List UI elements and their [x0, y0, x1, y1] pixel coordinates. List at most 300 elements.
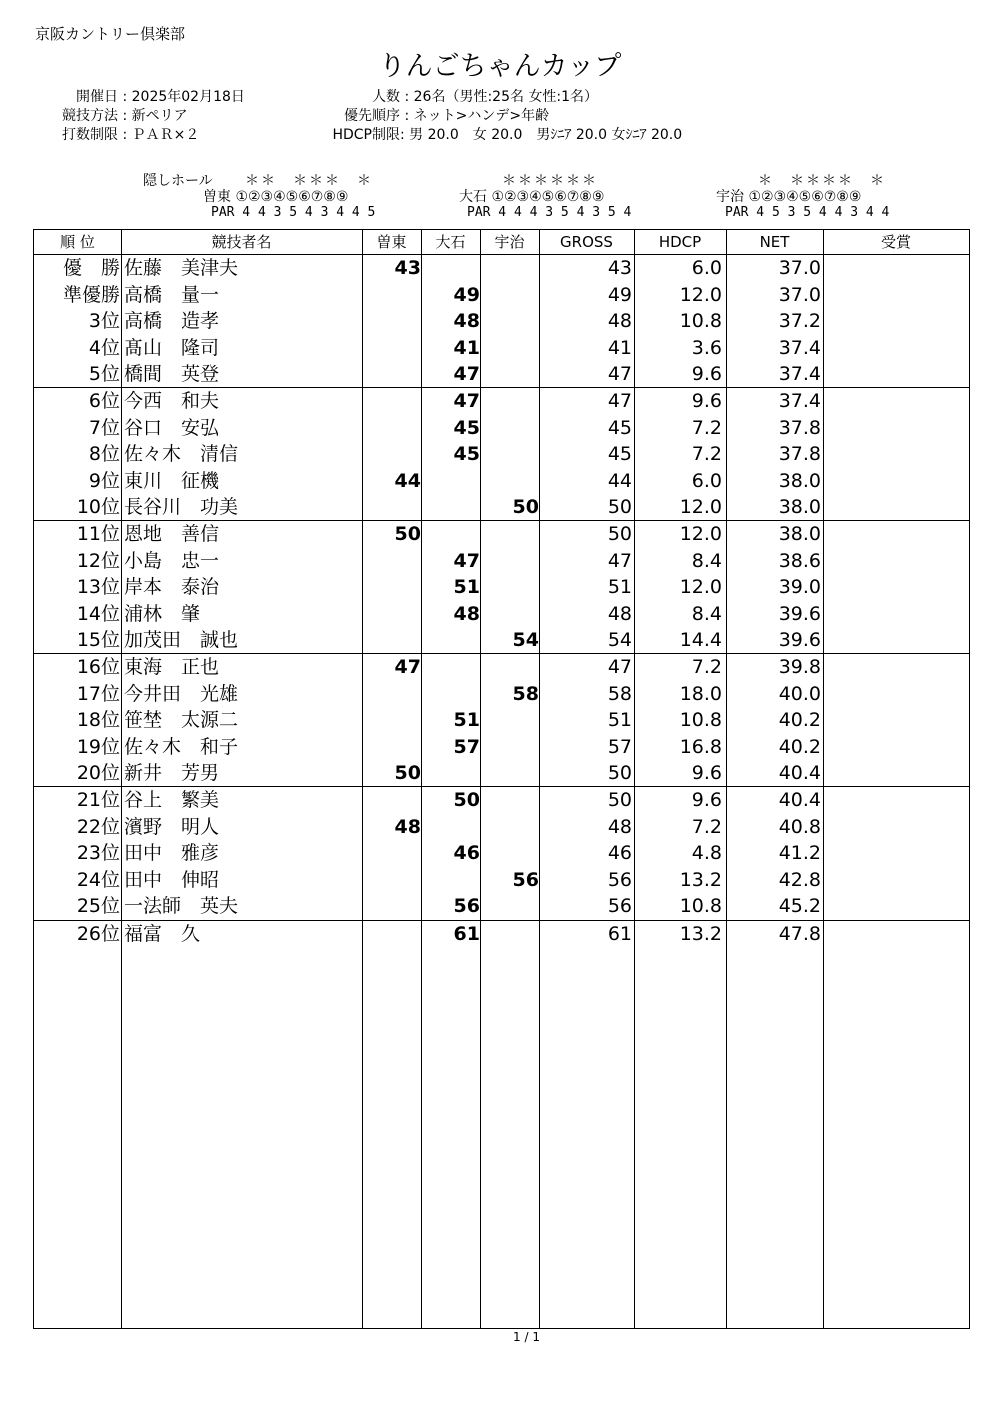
cell-hdcp: 12.0 — [679, 523, 722, 545]
cell-sone — [364, 921, 421, 948]
cell-gross: 45 — [607, 416, 632, 439]
table-row — [34, 468, 969, 495]
cell-net: 37.0 — [778, 283, 821, 306]
cell-oishi: 48 — [453, 602, 480, 625]
cell-uji — [482, 548, 539, 575]
cell-sone — [364, 574, 421, 601]
cell-sone — [364, 308, 421, 335]
cell-award — [825, 654, 969, 681]
cell-sone — [364, 707, 421, 734]
cell-oishi — [423, 494, 480, 521]
cell-gross: 50 — [607, 496, 632, 519]
cell-sone — [364, 494, 421, 521]
cell-name: 東川 征機 — [124, 469, 220, 492]
cell-name: 濱野 明人 — [124, 815, 220, 838]
cell-hdcp: 4.8 — [691, 842, 722, 865]
cell-uji — [482, 308, 539, 335]
header-name: 競技者名 — [211, 233, 272, 251]
cell-oishi — [423, 814, 480, 841]
cell-net: 40.2 — [778, 709, 821, 732]
course-1-par: PAR 4 4 3 5 4 3 4 4 5 — [211, 205, 376, 220]
course-1-hole-numbers: ①②③④⑤⑥⑦⑧⑨ — [235, 189, 349, 205]
cell-net: 45.2 — [778, 895, 821, 918]
cell-oishi: 41 — [453, 336, 480, 359]
cell-gross: 41 — [607, 336, 632, 359]
cell-gross: 45 — [607, 443, 632, 466]
cell-hdcp: 3.6 — [691, 336, 722, 359]
table-row — [34, 255, 969, 282]
cell-award — [825, 814, 969, 841]
cell-rank: 3位 — [88, 310, 120, 333]
cell-oishi — [423, 681, 480, 708]
cell-name: 笹埜 太源二 — [124, 709, 239, 732]
cell-rank: 8位 — [88, 443, 120, 466]
cell-name: 浦林 肇 — [124, 602, 201, 625]
cell-gross: 58 — [607, 682, 632, 705]
cell-oishi: 49 — [453, 283, 480, 306]
table-row — [34, 415, 969, 442]
cell-award — [825, 548, 969, 575]
limit-value: ＰＡＲ×２ — [131, 127, 200, 143]
cell-net: 47.8 — [778, 923, 821, 945]
cell-gross: 49 — [607, 283, 632, 306]
date-value: 2025年02月18日 — [131, 89, 245, 105]
table-row — [34, 574, 969, 601]
cell-hdcp: 9.6 — [691, 762, 722, 785]
hdcp-limit-info: HDCP制限: 男 20.0 女 20.0 男ｼﾆｱ 20.0 女ｼﾆｱ 20.0 — [300, 124, 682, 144]
cell-award — [825, 921, 969, 948]
cell-award — [825, 335, 969, 362]
table-row — [34, 548, 969, 575]
cell-net: 40.8 — [778, 815, 821, 838]
cell-rank: 12位 — [76, 549, 120, 572]
cell-oishi: 57 — [453, 735, 480, 758]
cell-rank: 25位 — [76, 895, 120, 918]
cell-oishi — [423, 255, 480, 282]
header-hdcp: HDCP — [658, 233, 702, 251]
cell-award — [825, 627, 969, 654]
course-2-hole-numbers: ①②③④⑤⑥⑦⑧⑨ — [491, 189, 605, 205]
cell-rank: 10位 — [76, 496, 120, 519]
cell-award — [825, 787, 969, 814]
cell-oishi: 47 — [453, 390, 480, 412]
page-number: 1 / 1 — [513, 1330, 540, 1344]
cell-hdcp: 12.0 — [679, 576, 722, 599]
date-info: 開催日 : 2025年02月18日 — [48, 86, 245, 106]
cell-gross: 47 — [607, 363, 632, 386]
cell-uji: 58 — [512, 682, 539, 705]
cell-uji — [482, 335, 539, 362]
method-value: 新ペリア — [131, 108, 188, 124]
cell-hdcp: 16.8 — [679, 735, 722, 758]
cell-award — [825, 308, 969, 335]
cell-sone — [364, 787, 421, 814]
cell-net: 41.2 — [778, 842, 821, 865]
header-gross: GROSS — [560, 233, 613, 251]
cell-gross: 50 — [607, 789, 632, 811]
cell-net: 37.4 — [778, 390, 821, 412]
cell-net: 37.2 — [778, 310, 821, 333]
cell-uji — [482, 814, 539, 841]
cell-uji: 56 — [512, 868, 539, 891]
cell-net: 39.8 — [778, 656, 821, 678]
cell-gross: 51 — [607, 709, 632, 732]
cell-name: 長谷川 功美 — [124, 496, 239, 519]
cell-award — [825, 574, 969, 601]
course-1-holes — [203, 186, 348, 206]
table-row — [34, 893, 969, 920]
cell-net: 40.4 — [778, 762, 821, 785]
cell-uji — [482, 361, 539, 388]
course-3-hole-numbers: ①②③④⑤⑥⑦⑧⑨ — [748, 189, 862, 205]
cell-net: 37.8 — [778, 416, 821, 439]
table-row — [34, 921, 969, 948]
cell-oishi — [423, 468, 480, 495]
cell-net: 39.6 — [778, 629, 821, 652]
cell-net: 37.4 — [778, 336, 821, 359]
cell-net: 37.4 — [778, 363, 821, 386]
cell-sone — [364, 335, 421, 362]
cell-sone — [364, 282, 421, 309]
cell-oishi: 48 — [453, 310, 480, 333]
course-3-par: PAR 4 5 3 5 4 4 3 4 4 — [725, 205, 890, 220]
cell-oishi: 45 — [453, 416, 480, 439]
cell-rank: 23位 — [76, 842, 120, 865]
cell-rank: 18位 — [76, 709, 120, 732]
header-oishi: 大石 — [435, 233, 466, 251]
cell-uji — [482, 255, 539, 282]
cell-name: 一法師 英夫 — [124, 895, 239, 918]
count-info: 人数 : 26名（男性:25名 女性:1名） — [300, 86, 598, 106]
cell-oishi: 51 — [453, 709, 480, 732]
cell-hdcp: 10.8 — [679, 895, 722, 918]
cell-name: 今井田 光雄 — [124, 682, 239, 705]
cell-award — [825, 521, 969, 548]
count-label: 人数 — [372, 89, 400, 105]
cell-rank: 22位 — [76, 815, 120, 838]
course-2-stars: ＊＊＊＊＊＊ — [502, 173, 598, 189]
table-row — [34, 388, 969, 415]
cell-gross: 48 — [607, 310, 632, 333]
cell-hdcp: 7.2 — [691, 443, 722, 466]
cell-net: 42.8 — [778, 868, 821, 891]
cell-award — [825, 681, 969, 708]
cell-uji — [482, 441, 539, 468]
page-title: りんごちゃんカップ — [378, 51, 622, 82]
course-2-name: 大石 — [459, 189, 487, 205]
table-row — [34, 734, 969, 761]
cell-hdcp: 18.0 — [679, 682, 722, 705]
course-2-holes — [459, 186, 604, 206]
method-info: 競技方法 : 新ペリア — [48, 105, 188, 125]
cell-rank: 11位 — [76, 523, 120, 545]
cell-oishi: 56 — [453, 895, 480, 918]
cell-sone — [364, 734, 421, 761]
cell-hdcp: 9.6 — [691, 789, 722, 811]
cell-award — [825, 840, 969, 867]
cell-uji — [482, 760, 539, 787]
cell-gross: 57 — [607, 735, 632, 758]
cell-award — [825, 867, 969, 894]
cell-hdcp: 7.2 — [691, 416, 722, 439]
cell-award — [825, 441, 969, 468]
cell-uji — [482, 415, 539, 442]
cell-award — [825, 707, 969, 734]
cell-gross: 43 — [607, 257, 632, 279]
cell-rank: 優 勝 — [62, 257, 120, 279]
cell-name: 佐々木 清信 — [124, 443, 239, 466]
cell-gross: 47 — [607, 390, 632, 412]
cell-oishi: 61 — [453, 923, 480, 945]
cell-award — [825, 255, 969, 282]
cell-award — [825, 388, 969, 415]
table-row — [34, 361, 969, 388]
cell-hdcp: 8.4 — [691, 602, 722, 625]
cell-uji — [482, 893, 539, 920]
table-row — [34, 627, 969, 654]
table-row — [34, 441, 969, 468]
cell-sone — [364, 893, 421, 920]
cell-gross: 44 — [607, 469, 632, 492]
cell-gross: 50 — [607, 523, 632, 545]
cell-name: 福富 久 — [124, 923, 201, 945]
table-row — [34, 787, 969, 814]
hdcp-limit-label: HDCP制限 — [332, 127, 400, 143]
course-3-name: 宇治 — [716, 189, 744, 205]
cell-hdcp: 10.8 — [679, 709, 722, 732]
cell-uji — [482, 601, 539, 628]
cell-gross: 48 — [607, 815, 632, 838]
cell-uji — [482, 921, 539, 948]
cell-hdcp: 7.2 — [691, 815, 722, 838]
limit-label: 打数制限 — [62, 127, 118, 143]
cell-name: 高橋 量一 — [124, 283, 220, 306]
cell-sone — [364, 840, 421, 867]
cell-rank: 13位 — [76, 576, 120, 599]
cell-hdcp: 6.0 — [691, 469, 722, 492]
cell-uji — [482, 734, 539, 761]
cell-uji — [482, 521, 539, 548]
cell-sone: 50 — [394, 762, 421, 785]
cell-net: 39.0 — [778, 576, 821, 599]
cell-net: 37.0 — [778, 257, 821, 279]
cell-gross: 47 — [607, 549, 632, 572]
cell-oishi: 50 — [453, 789, 480, 811]
cell-sone — [364, 627, 421, 654]
course-3-stars: ＊ ＊＊＊＊ ＊ — [758, 173, 886, 189]
priority-label: 優先順序 — [344, 108, 400, 124]
cell-hdcp: 13.2 — [679, 868, 722, 891]
cell-sone — [364, 415, 421, 442]
cell-uji: 50 — [512, 496, 539, 519]
cell-net: 38.0 — [778, 469, 821, 492]
cell-sone — [364, 441, 421, 468]
cell-uji — [482, 787, 539, 814]
cell-name: 佐藤 美津夫 — [124, 257, 239, 279]
cell-sone — [364, 388, 421, 415]
table-row — [34, 814, 969, 841]
cell-net: 38.6 — [778, 549, 821, 572]
cell-name: 今西 和夫 — [124, 390, 220, 412]
cell-rank: 5位 — [88, 363, 120, 386]
cell-rank: 7位 — [88, 416, 120, 439]
cell-name: 佐々木 和子 — [124, 735, 239, 758]
table-row — [34, 681, 969, 708]
cell-rank: 24位 — [76, 868, 120, 891]
cell-oishi — [423, 627, 480, 654]
cell-sone: 44 — [394, 469, 421, 492]
cell-name: 谷上 繁美 — [124, 789, 220, 811]
cell-hdcp: 6.0 — [691, 257, 722, 279]
cell-oishi — [423, 654, 480, 681]
cell-gross: 47 — [607, 656, 632, 678]
cell-net: 37.8 — [778, 443, 821, 466]
cell-award — [825, 734, 969, 761]
cell-rank: 17位 — [76, 682, 120, 705]
cell-hdcp: 12.0 — [679, 283, 722, 306]
cell-net: 38.0 — [778, 523, 821, 545]
cell-rank: 14位 — [76, 602, 120, 625]
header-net: NET — [759, 233, 790, 251]
cell-hdcp: 12.0 — [679, 496, 722, 519]
cell-gross: 56 — [607, 895, 632, 918]
cell-gross: 56 — [607, 868, 632, 891]
table-row — [34, 494, 969, 521]
cell-uji — [482, 574, 539, 601]
cell-name: 橋間 英登 — [124, 363, 220, 386]
cell-award — [825, 893, 969, 920]
cell-gross: 54 — [607, 629, 632, 652]
header-award: 受賞 — [880, 233, 911, 251]
limit-info: 打数制限 : ＰＡＲ×２ — [48, 124, 199, 144]
date-label: 開催日 — [76, 89, 118, 105]
cell-uji: 54 — [512, 629, 539, 652]
cell-oishi: 47 — [453, 363, 480, 386]
cell-hdcp: 13.2 — [679, 923, 722, 945]
cell-oishi — [423, 760, 480, 787]
table-row — [34, 654, 969, 681]
cell-award — [825, 601, 969, 628]
cell-hdcp: 14.4 — [679, 629, 722, 652]
hidden-holes-label: 隠しホール — [143, 173, 213, 189]
course-2-par: PAR 4 4 4 3 5 4 3 5 4 — [467, 205, 632, 220]
cell-uji — [482, 388, 539, 415]
cell-oishi — [423, 867, 480, 894]
header-rank: 順 位 — [60, 233, 95, 251]
cell-hdcp: 9.6 — [691, 363, 722, 386]
cell-rank: 準優勝 — [62, 283, 120, 306]
course-3-holes — [716, 186, 861, 206]
cell-award — [825, 760, 969, 787]
cell-hdcp: 10.8 — [679, 310, 722, 333]
method-label: 競技方法 — [62, 108, 118, 124]
cell-uji — [482, 840, 539, 867]
priority-info: 優先順序 : ネット>ハンデ>年齢 — [300, 105, 549, 125]
cell-award — [825, 282, 969, 309]
cell-award — [825, 361, 969, 388]
cell-name: 髙山 隆司 — [124, 336, 220, 359]
cell-award — [825, 468, 969, 495]
cell-oishi — [423, 521, 480, 548]
cell-rank: 16位 — [76, 656, 120, 678]
table-row — [34, 840, 969, 867]
cell-rank: 19位 — [76, 735, 120, 758]
cell-uji — [482, 282, 539, 309]
cell-uji — [482, 707, 539, 734]
cell-sone: 47 — [394, 656, 421, 678]
cell-gross: 61 — [607, 923, 632, 945]
priority-value: ネット>ハンデ>年齢 — [413, 108, 550, 124]
table-row — [34, 521, 969, 548]
cell-name: 加茂田 誠也 — [124, 629, 239, 652]
cell-sone — [364, 361, 421, 388]
cell-sone: 48 — [394, 815, 421, 838]
course-1-stars: ＊＊ ＊＊＊ ＊ — [245, 173, 373, 189]
cell-name: 高橋 造孝 — [124, 310, 220, 333]
header-sone: 曽東 — [376, 233, 407, 251]
cell-name: 東海 正也 — [124, 656, 220, 678]
cell-oishi: 51 — [453, 576, 480, 599]
cell-name: 田中 伸昭 — [124, 868, 220, 891]
cell-uji — [482, 468, 539, 495]
course-1-name: 曽東 — [203, 189, 231, 205]
cell-name: 恩地 善信 — [124, 523, 220, 545]
cell-award — [825, 415, 969, 442]
cell-rank: 4位 — [88, 336, 120, 359]
cell-name: 新井 芳男 — [124, 762, 220, 785]
hdcp-limit-value: 男 20.0 女 20.0 男ｼﾆｱ 20.0 女ｼﾆｱ 20.0 — [409, 127, 683, 143]
club-name: 京阪カントリー倶楽部 — [35, 25, 186, 43]
table-row — [34, 867, 969, 894]
table-row — [34, 335, 969, 362]
cell-oishi: 47 — [453, 549, 480, 572]
cell-hdcp: 9.6 — [691, 390, 722, 412]
cell-rank: 9位 — [88, 469, 120, 492]
table-row — [34, 760, 969, 787]
cell-name: 田中 雅彦 — [124, 842, 220, 865]
cell-rank: 26位 — [76, 923, 120, 945]
cell-sone — [364, 601, 421, 628]
cell-net: 39.6 — [778, 602, 821, 625]
cell-rank: 20位 — [76, 762, 120, 785]
cell-sone: 43 — [394, 257, 421, 279]
cell-uji — [482, 654, 539, 681]
cell-gross: 48 — [607, 602, 632, 625]
count-value: 26名（男性:25名 女性:1名） — [413, 89, 599, 105]
results-table — [33, 229, 970, 1329]
cell-net: 40.0 — [778, 682, 821, 705]
cell-hdcp: 7.2 — [691, 656, 722, 678]
cell-gross: 50 — [607, 762, 632, 785]
table-row — [34, 308, 969, 335]
cell-gross: 46 — [607, 842, 632, 865]
cell-oishi: 46 — [453, 842, 480, 865]
cell-rank: 15位 — [76, 629, 120, 652]
cell-net: 40.4 — [778, 789, 821, 811]
cell-oishi: 45 — [453, 443, 480, 466]
cell-sone — [364, 681, 421, 708]
cell-sone — [364, 867, 421, 894]
cell-rank: 6位 — [88, 390, 120, 412]
cell-hdcp: 8.4 — [691, 549, 722, 572]
cell-rank: 21位 — [76, 789, 120, 811]
cell-name: 岸本 泰治 — [124, 576, 220, 599]
table-row — [34, 282, 969, 309]
table-row — [34, 601, 969, 628]
cell-sone — [364, 548, 421, 575]
cell-gross: 51 — [607, 576, 632, 599]
header-uji: 宇治 — [494, 233, 525, 251]
